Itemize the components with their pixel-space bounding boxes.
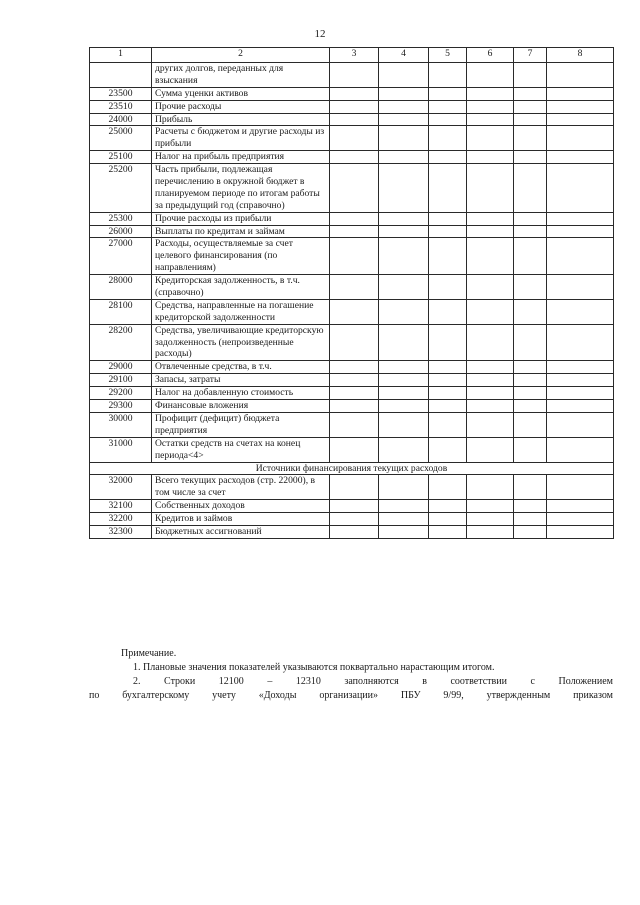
value-cell (379, 164, 429, 213)
value-cell (429, 513, 467, 526)
value-cell (547, 387, 614, 400)
value-cell (379, 238, 429, 275)
row-code: 28100 (90, 299, 152, 324)
value-cell (547, 63, 614, 88)
value-cell (379, 412, 429, 437)
row-label: Прочие расходы (152, 100, 330, 113)
value-cell (330, 374, 379, 387)
row-code: 31000 (90, 437, 152, 462)
note-item-2-continuation: по бухгалтерскому учету «Доходы организации» ПБУ 9/99, утвержденным приказом (89, 690, 613, 701)
value-cell (547, 238, 614, 275)
value-cell (379, 387, 429, 400)
column-header: 4 (379, 48, 429, 63)
section-row (90, 462, 614, 475)
value-cell (547, 113, 614, 126)
value-cell (429, 475, 467, 500)
value-cell (330, 87, 379, 100)
value-cell (429, 164, 467, 213)
value-cell (379, 400, 429, 413)
value-cell (514, 525, 547, 538)
value-cell (429, 361, 467, 374)
value-cell (547, 126, 614, 151)
row-code: 32100 (90, 500, 152, 513)
table-row (90, 387, 614, 400)
note-item-2: 2. Строки 12100 – 12310 заполняются в соответствии с Положением (133, 676, 613, 687)
table-row (90, 374, 614, 387)
value-cell (379, 113, 429, 126)
row-label: Бюджетных ассигнований (152, 525, 330, 538)
value-cell (467, 225, 514, 238)
value-cell (547, 513, 614, 526)
table-row (90, 400, 614, 413)
value-cell (429, 437, 467, 462)
value-cell (514, 164, 547, 213)
value-cell (379, 475, 429, 500)
value-cell (429, 87, 467, 100)
financial-plan-table (89, 47, 614, 539)
value-cell (429, 400, 467, 413)
table-row (90, 437, 614, 462)
row-label: Кредитов и займов (152, 513, 330, 526)
row-label: Расходы, осуществляемые за счет целевого финансирования (по направлениям) (152, 238, 330, 275)
value-cell (547, 151, 614, 164)
value-cell (379, 87, 429, 100)
value-cell (330, 475, 379, 500)
row-label: Налог на добавленную стоимость (152, 387, 330, 400)
value-cell (379, 525, 429, 538)
value-cell (379, 225, 429, 238)
row-label: Остатки средств на счетах на конец периода<4> (152, 437, 330, 462)
value-cell (429, 525, 467, 538)
row-label: Расчеты с бюджетом и другие расходы из прибыли (152, 126, 330, 151)
row-code: 25100 (90, 151, 152, 164)
table-row (90, 361, 614, 374)
column-header: 1 (90, 48, 152, 63)
row-code: 27000 (90, 238, 152, 275)
column-header: 8 (547, 48, 614, 63)
value-cell (547, 361, 614, 374)
row-label: Выплаты по кредитам и займам (152, 225, 330, 238)
value-cell (379, 361, 429, 374)
table-row (90, 324, 614, 361)
value-cell (467, 299, 514, 324)
row-code: 29300 (90, 400, 152, 413)
value-cell (330, 513, 379, 526)
value-cell (330, 126, 379, 151)
table-row (90, 63, 614, 88)
value-cell (467, 513, 514, 526)
column-header: 3 (330, 48, 379, 63)
value-cell (467, 437, 514, 462)
value-cell (429, 324, 467, 361)
value-cell (330, 412, 379, 437)
row-code: 23500 (90, 87, 152, 100)
value-cell (330, 225, 379, 238)
value-cell (330, 164, 379, 213)
row-code: 32000 (90, 475, 152, 500)
table-row (90, 164, 614, 213)
value-cell (379, 100, 429, 113)
value-cell (547, 400, 614, 413)
value-cell (379, 324, 429, 361)
table-row (90, 475, 614, 500)
table-row (90, 126, 614, 151)
value-cell (429, 212, 467, 225)
value-cell (330, 275, 379, 300)
table-row (90, 238, 614, 275)
value-cell (379, 299, 429, 324)
value-cell (330, 113, 379, 126)
value-cell (547, 500, 614, 513)
table-row (90, 151, 614, 164)
table-header-row (90, 48, 614, 63)
value-cell (514, 374, 547, 387)
row-label: Прочие расходы из прибыли (152, 212, 330, 225)
value-cell (467, 164, 514, 213)
table-row (90, 225, 614, 238)
column-header: 2 (152, 48, 330, 63)
value-cell (467, 113, 514, 126)
row-code: 29200 (90, 387, 152, 400)
table-body (90, 63, 614, 539)
value-cell (330, 387, 379, 400)
value-cell (330, 63, 379, 88)
column-header: 6 (467, 48, 514, 63)
value-cell (330, 212, 379, 225)
value-cell (379, 63, 429, 88)
row-code: 26000 (90, 225, 152, 238)
value-cell (379, 126, 429, 151)
row-label: Запасы, затраты (152, 374, 330, 387)
row-code: 24000 (90, 113, 152, 126)
row-code: 30000 (90, 412, 152, 437)
row-label: Средства, направленные на погашение кредиторской задолженности (152, 299, 330, 324)
value-cell (330, 400, 379, 413)
row-label: Отвлеченные средства, в т.ч. (152, 361, 330, 374)
value-cell (467, 126, 514, 151)
value-cell (429, 126, 467, 151)
value-cell (547, 525, 614, 538)
value-cell (514, 400, 547, 413)
value-cell (330, 361, 379, 374)
row-code (90, 63, 152, 88)
table-row (90, 212, 614, 225)
value-cell (514, 225, 547, 238)
value-cell (514, 275, 547, 300)
value-cell (514, 151, 547, 164)
table-row (90, 513, 614, 526)
table-row (90, 525, 614, 538)
value-cell (514, 126, 547, 151)
column-header: 5 (429, 48, 467, 63)
value-cell (514, 387, 547, 400)
value-cell (547, 164, 614, 213)
row-label: Прибыль (152, 113, 330, 126)
value-cell (514, 361, 547, 374)
value-cell (514, 113, 547, 126)
row-code: 28000 (90, 275, 152, 300)
value-cell (429, 113, 467, 126)
row-code: 29000 (90, 361, 152, 374)
value-cell (547, 212, 614, 225)
value-cell (429, 374, 467, 387)
row-code: 28200 (90, 324, 152, 361)
value-cell (429, 275, 467, 300)
table-row (90, 87, 614, 100)
value-cell (547, 475, 614, 500)
section-title: Источники финансирования текущих расходов (90, 462, 614, 475)
value-cell (514, 475, 547, 500)
table-row (90, 299, 614, 324)
value-cell (467, 361, 514, 374)
value-cell (467, 324, 514, 361)
value-cell (467, 238, 514, 275)
value-cell (514, 324, 547, 361)
value-cell (429, 238, 467, 275)
row-label: Собственных доходов (152, 500, 330, 513)
row-label: Сумма уценки активов (152, 87, 330, 100)
notes-block (89, 647, 613, 703)
value-cell (547, 100, 614, 113)
value-cell (547, 87, 614, 100)
column-header: 7 (514, 48, 547, 63)
value-cell (467, 412, 514, 437)
row-code: 29100 (90, 374, 152, 387)
value-cell (467, 500, 514, 513)
value-cell (429, 299, 467, 324)
value-cell (514, 63, 547, 88)
note-item-1: 1. Плановые значения показателей указываются поквартально нарастающим итогом. (133, 662, 495, 673)
table-row (90, 275, 614, 300)
value-cell (330, 238, 379, 275)
row-code: 25200 (90, 164, 152, 213)
row-code: 32200 (90, 513, 152, 526)
value-cell (547, 412, 614, 437)
table-row (90, 500, 614, 513)
value-cell (514, 412, 547, 437)
value-cell (514, 513, 547, 526)
row-label: Финансовые вложения (152, 400, 330, 413)
value-cell (379, 151, 429, 164)
value-cell (379, 374, 429, 387)
value-cell (429, 500, 467, 513)
row-label: Кредиторская задолженность, в т.ч. (справочно) (152, 275, 330, 300)
value-cell (330, 324, 379, 361)
row-label: Профицит (дефицит) бюджета предприятия (152, 412, 330, 437)
page-number: 12 (314, 28, 326, 40)
value-cell (330, 151, 379, 164)
value-cell (429, 100, 467, 113)
row-label: Часть прибыли, подлежащая перечислению в окружной бюджет в планируемом периоде по итогам работы за предыдущий год (справочно) (152, 164, 330, 213)
row-code: 25000 (90, 126, 152, 151)
value-cell (467, 400, 514, 413)
value-cell (547, 374, 614, 387)
value-cell (330, 100, 379, 113)
value-cell (330, 437, 379, 462)
row-label: других долгов, переданных для взыскания (152, 63, 330, 88)
table-row (90, 100, 614, 113)
value-cell (467, 212, 514, 225)
notes-title: Примечание. (121, 648, 177, 659)
value-cell (467, 63, 514, 88)
value-cell (514, 212, 547, 225)
value-cell (467, 100, 514, 113)
row-code: 23510 (90, 100, 152, 113)
value-cell (429, 387, 467, 400)
value-cell (429, 412, 467, 437)
value-cell (330, 525, 379, 538)
table-row (90, 113, 614, 126)
value-cell (429, 225, 467, 238)
value-cell (429, 63, 467, 88)
value-cell (379, 437, 429, 462)
value-cell (467, 275, 514, 300)
row-code: 25300 (90, 212, 152, 225)
value-cell (547, 299, 614, 324)
value-cell (547, 324, 614, 361)
value-cell (467, 525, 514, 538)
value-cell (467, 387, 514, 400)
value-cell (467, 475, 514, 500)
value-cell (467, 87, 514, 100)
row-label: Средства, увеличивающие кредиторскую задолженность (непроизведенные расходы) (152, 324, 330, 361)
value-cell (379, 513, 429, 526)
table-row (90, 412, 614, 437)
value-cell (514, 299, 547, 324)
value-cell (514, 500, 547, 513)
value-cell (514, 238, 547, 275)
value-cell (514, 437, 547, 462)
value-cell (379, 275, 429, 300)
row-label: Всего текущих расходов (стр. 22000), в том числе за счет (152, 475, 330, 500)
value-cell (330, 500, 379, 513)
value-cell (379, 212, 429, 225)
value-cell (467, 374, 514, 387)
value-cell (514, 100, 547, 113)
value-cell (514, 87, 547, 100)
row-code: 32300 (90, 525, 152, 538)
value-cell (467, 151, 514, 164)
value-cell (330, 299, 379, 324)
value-cell (379, 500, 429, 513)
value-cell (547, 437, 614, 462)
value-cell (547, 225, 614, 238)
value-cell (547, 275, 614, 300)
row-label: Налог на прибыль предприятия (152, 151, 330, 164)
value-cell (429, 151, 467, 164)
